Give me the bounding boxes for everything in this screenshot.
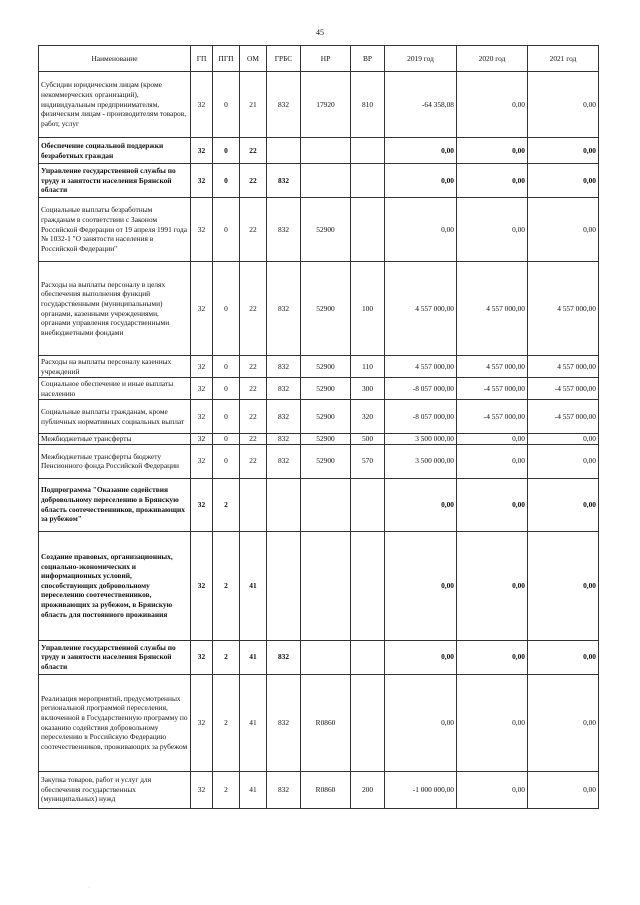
scan-mark: · (88, 885, 90, 891)
cell-gp: 32 (191, 531, 213, 640)
cell-gp: 32 (191, 198, 213, 262)
cell-y2019: 0,00 (385, 640, 457, 674)
cell-grbs: 832 (267, 164, 301, 198)
cell-vr: 200 (351, 771, 385, 808)
cell-vr: 300 (351, 378, 385, 400)
page-number: 45 (316, 28, 324, 37)
cell-nr: 17920 (301, 72, 351, 138)
cell-y2020: 0,00 (457, 478, 528, 531)
row-name: Межбюджетные трансферты бюджету Пенсионного фонда Российской Федерации (39, 444, 191, 478)
cell-y2019: -64 358,08 (385, 72, 457, 138)
cell-y2019: -1 000 000,00 (385, 771, 457, 808)
cell-pgp: 0 (213, 164, 240, 198)
cell-y2021: 0,00 (528, 444, 599, 478)
cell-y2020: 0,00 (457, 674, 528, 771)
cell-pgp: 0 (213, 356, 240, 378)
row-name: Подпрограмма "Оказание содействия добровольному переселению в Брянскую область соотечественников, проживающих за рубежом" (39, 478, 191, 531)
table-row (39, 771, 599, 808)
cell-om: 41 (240, 640, 267, 674)
cell-vr (351, 164, 385, 198)
cell-om: 22 (240, 356, 267, 378)
row-name: Расходы на выплаты персоналу в целях обеспечения выполнения функций государственными (муниципальными) органами, казенными учреждениями, органами управления государственными внебюджетными фондами (39, 262, 191, 356)
cell-vr (351, 198, 385, 262)
cell-y2021: 0,00 (528, 72, 599, 138)
cell-nr (301, 640, 351, 674)
cell-y2020: 0,00 (457, 434, 528, 445)
cell-pgp: 0 (213, 72, 240, 138)
cell-om: 22 (240, 378, 267, 400)
table-row (39, 434, 599, 445)
cell-nr (301, 164, 351, 198)
header-2020: 2020 год (457, 46, 528, 72)
cell-nr (301, 531, 351, 640)
table-header-row (39, 46, 599, 72)
table-row (39, 164, 599, 198)
cell-y2021: 0,00 (528, 164, 599, 198)
cell-vr: 110 (351, 356, 385, 378)
table-row (39, 138, 599, 164)
cell-grbs: 832 (267, 640, 301, 674)
cell-nr: 52900 (301, 356, 351, 378)
cell-vr: 570 (351, 444, 385, 478)
table-row (39, 400, 599, 434)
cell-om: 22 (240, 262, 267, 356)
cell-nr: 52900 (301, 262, 351, 356)
cell-y2020: 4 557 000,00 (457, 262, 528, 356)
table-row (39, 72, 599, 138)
cell-om (240, 478, 267, 531)
cell-y2021: 0,00 (528, 434, 599, 445)
cell-grbs: 832 (267, 262, 301, 356)
cell-y2020: -4 557 000,00 (457, 400, 528, 434)
cell-y2020: -4 557 000,00 (457, 378, 528, 400)
row-name: Управление государственной службы по труду и занятости населения Брянской области (39, 164, 191, 198)
cell-y2021: 0,00 (528, 674, 599, 771)
cell-nr (301, 138, 351, 164)
cell-gp: 32 (191, 72, 213, 138)
cell-gp: 32 (191, 478, 213, 531)
cell-gp: 32 (191, 674, 213, 771)
header-nr: НР (301, 46, 351, 72)
header-pgp: ПГП (213, 46, 240, 72)
row-name: Межбюджетные трансферты (39, 434, 191, 445)
cell-om: 41 (240, 531, 267, 640)
cell-grbs (267, 478, 301, 531)
cell-gp: 32 (191, 356, 213, 378)
cell-vr (351, 531, 385, 640)
cell-y2019: 0,00 (385, 164, 457, 198)
cell-nr: 52900 (301, 434, 351, 445)
cell-gp: 32 (191, 640, 213, 674)
cell-y2021: 4 557 000,00 (528, 262, 599, 356)
row-name: Социальное обеспечение и иные выплаты населению (39, 378, 191, 400)
table-row (39, 640, 599, 674)
table-row (39, 262, 599, 356)
cell-pgp: 0 (213, 262, 240, 356)
cell-nr: 52900 (301, 444, 351, 478)
cell-y2020: 0,00 (457, 771, 528, 808)
cell-om: 22 (240, 198, 267, 262)
cell-nr: R0860 (301, 771, 351, 808)
cell-vr (351, 674, 385, 771)
cell-y2020: 0,00 (457, 164, 528, 198)
cell-vr (351, 138, 385, 164)
table-row (39, 198, 599, 262)
cell-y2021: -4 557 000,00 (528, 400, 599, 434)
table-row (39, 478, 599, 531)
table-row (39, 674, 599, 771)
header-om: ОМ (240, 46, 267, 72)
cell-y2021: 0,00 (528, 531, 599, 640)
header-grbs: ГРБС (267, 46, 301, 72)
row-name: Закупка товаров, работ и услуг для обеспечения государственных (муниципальных) нужд (39, 771, 191, 808)
cell-om: 21 (240, 72, 267, 138)
cell-nr: 52900 (301, 400, 351, 434)
cell-pgp: 2 (213, 674, 240, 771)
table-row (39, 531, 599, 640)
cell-gp: 32 (191, 378, 213, 400)
cell-gp: 32 (191, 262, 213, 356)
cell-grbs (267, 138, 301, 164)
cell-grbs: 832 (267, 674, 301, 771)
header-gp: ГП (191, 46, 213, 72)
cell-y2019: 4 557 000,00 (385, 356, 457, 378)
row-name: Субсидии юридическим лицам (кроме некоммерческих организаций), индивидуальным предпринимателям, физическим лицам - производителям товаров, работ, услуг (39, 72, 191, 138)
cell-om: 22 (240, 400, 267, 434)
cell-pgp: 2 (213, 478, 240, 531)
cell-vr: 320 (351, 400, 385, 434)
cell-pgp: 2 (213, 771, 240, 808)
cell-y2021: 0,00 (528, 138, 599, 164)
cell-grbs: 832 (267, 771, 301, 808)
cell-pgp: 0 (213, 378, 240, 400)
row-name: Управление государственной службы по труду и занятости населения Брянской области (39, 640, 191, 674)
cell-y2019: 0,00 (385, 198, 457, 262)
cell-om: 41 (240, 771, 267, 808)
cell-gp: 32 (191, 138, 213, 164)
cell-y2020: 0,00 (457, 640, 528, 674)
cell-grbs: 832 (267, 378, 301, 400)
cell-y2020: 0,00 (457, 72, 528, 138)
table-row (39, 378, 599, 400)
cell-nr: 52900 (301, 378, 351, 400)
cell-grbs: 832 (267, 400, 301, 434)
cell-y2021: 0,00 (528, 478, 599, 531)
cell-y2021: -4 557 000,00 (528, 378, 599, 400)
cell-om: 22 (240, 138, 267, 164)
cell-y2021: 4 557 000,00 (528, 356, 599, 378)
cell-y2021: 0,00 (528, 640, 599, 674)
cell-grbs: 832 (267, 356, 301, 378)
cell-pgp: 0 (213, 434, 240, 445)
header-2019: 2019 год (385, 46, 457, 72)
cell-y2020: 0,00 (457, 531, 528, 640)
cell-nr: 52900 (301, 198, 351, 262)
cell-grbs: 832 (267, 444, 301, 478)
cell-y2020: 0,00 (457, 444, 528, 478)
cell-y2019: 0,00 (385, 138, 457, 164)
cell-vr (351, 640, 385, 674)
cell-gp: 32 (191, 164, 213, 198)
budget-table (38, 45, 599, 809)
cell-pgp: 0 (213, 138, 240, 164)
cell-gp: 32 (191, 400, 213, 434)
cell-nr (301, 478, 351, 531)
header-vr: ВР (351, 46, 385, 72)
cell-y2020: 0,00 (457, 198, 528, 262)
cell-gp: 32 (191, 771, 213, 808)
cell-vr: 100 (351, 262, 385, 356)
cell-gp: 32 (191, 444, 213, 478)
cell-om: 22 (240, 444, 267, 478)
cell-om: 22 (240, 434, 267, 445)
cell-y2019: -8 057 000,00 (385, 400, 457, 434)
cell-y2019: 4 557 000,00 (385, 262, 457, 356)
row-name: Реализация мероприятий, предусмотренных региональной программой переселения, включенной в Государственную программу по оказанию содействия добровольному переселению в Российскую Федерацию соотечественников, проживающих за рубежом (39, 674, 191, 771)
cell-y2019: 0,00 (385, 531, 457, 640)
cell-y2020: 4 557 000,00 (457, 356, 528, 378)
cell-vr (351, 478, 385, 531)
header-name: Наименование (39, 46, 191, 72)
cell-gp: 32 (191, 434, 213, 445)
cell-vr: 810 (351, 72, 385, 138)
table-row (39, 444, 599, 478)
cell-y2019: 3 500 000,00 (385, 444, 457, 478)
cell-pgp: 0 (213, 198, 240, 262)
header-2021: 2021 год (528, 46, 599, 72)
cell-y2020: 0,00 (457, 138, 528, 164)
cell-grbs: 832 (267, 434, 301, 445)
cell-pgp: 0 (213, 400, 240, 434)
table-row (39, 356, 599, 378)
cell-grbs: 832 (267, 198, 301, 262)
cell-nr: R0860 (301, 674, 351, 771)
cell-y2021: 0,00 (528, 771, 599, 808)
row-name: Расходы на выплаты персоналу казенных учреждений (39, 356, 191, 378)
cell-pgp: 2 (213, 640, 240, 674)
cell-vr: 500 (351, 434, 385, 445)
cell-y2019: 0,00 (385, 478, 457, 531)
row-name: Социальные выплаты безработным гражданам в соответствии с Законом Российской Федерации от 19 апреля 1991 года № 1032-1 "О занятости населения в Российской Федерации" (39, 198, 191, 262)
cell-pgp: 2 (213, 531, 240, 640)
cell-om: 41 (240, 674, 267, 771)
cell-pgp: 0 (213, 444, 240, 478)
cell-y2019: -8 057 000,00 (385, 378, 457, 400)
cell-om: 22 (240, 164, 267, 198)
cell-y2019: 3 500 000,00 (385, 434, 457, 445)
row-name: Создание правовых, организационных, социально-экономических и информационных условий, способствующих добровольному переселению соотечественников, проживающих за рубежом, в Брянскую область для постоянного проживания (39, 531, 191, 640)
row-name: Обеспечение социальной поддержки безработных граждан (39, 138, 191, 164)
cell-y2021: 0,00 (528, 198, 599, 262)
row-name: Социальные выплаты гражданам, кроме публичных нормативных социальных выплат (39, 400, 191, 434)
cell-y2019: 0,00 (385, 674, 457, 771)
cell-grbs: 832 (267, 72, 301, 138)
cell-grbs (267, 531, 301, 640)
